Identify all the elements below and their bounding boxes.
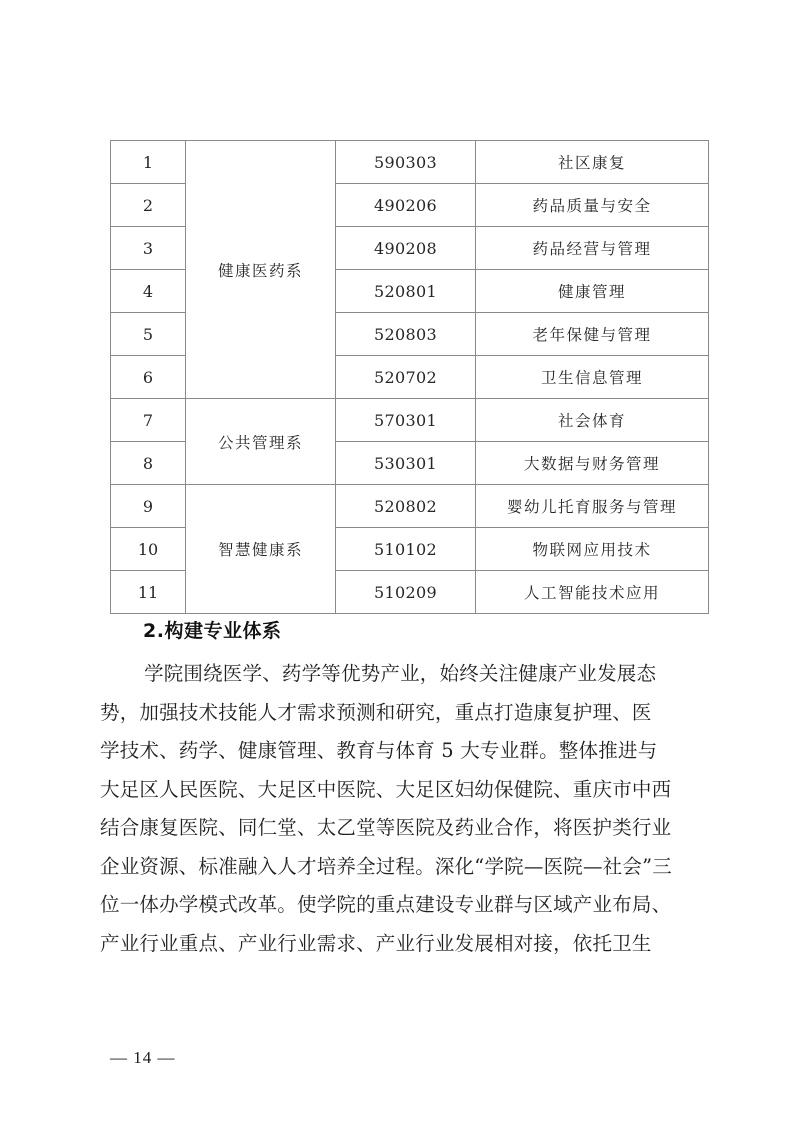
body-paragraph xyxy=(100,655,704,963)
paragraph-line: 企业资源、标准融入人才培养全过程。深化“学院—医院—社会”三 xyxy=(100,854,672,878)
cell-major-name: 卫生信息管理 xyxy=(476,356,709,399)
cell-department-name: 智慧健康系 xyxy=(186,485,336,614)
cell-major-name: 大数据与财务管理 xyxy=(476,442,709,485)
cell-major-name: 物联网应用技术 xyxy=(476,528,709,571)
cell-department-name: 公共管理系 xyxy=(186,399,336,485)
cell-major-code: 490206 xyxy=(336,184,476,227)
cell-major-code: 510102 xyxy=(336,528,476,571)
paragraph-line: 学院围绕医学、药学等优势产业，始终关注健康产业发展态 xyxy=(144,662,657,685)
cell-department-name: 健康医药系 xyxy=(186,141,336,399)
cell-sequence-number: 11 xyxy=(111,571,186,614)
paragraph-line: 位一体办学模式改革。使学院的重点建设专业群与区域产业布局、 xyxy=(100,893,672,916)
paragraph-line: 势，加强技术技能人才需求预测和研究，重点打造康复护理、医 xyxy=(100,700,652,724)
cell-major-code: 590303 xyxy=(336,141,476,184)
paragraph-line: 结合康复医院、同仁堂、太乙堂等医院及药业合作，将医护类行业 xyxy=(100,816,672,839)
cell-sequence-number: 7 xyxy=(111,399,186,442)
cell-sequence-number: 3 xyxy=(111,227,186,270)
cell-major-name: 婴幼儿托育服务与管理 xyxy=(476,485,709,528)
paragraph-line: 产业行业重点、产业行业需求、产业行业发展相对接，依托卫生 xyxy=(100,931,652,955)
cell-major-name: 药品经营与管理 xyxy=(476,227,709,270)
table-row xyxy=(111,399,709,442)
cell-major-code: 520802 xyxy=(336,485,476,528)
cell-major-name: 社区康复 xyxy=(476,141,709,184)
cell-major-name: 老年保健与管理 xyxy=(476,313,709,356)
cell-sequence-number: 5 xyxy=(111,313,186,356)
cell-major-code: 520702 xyxy=(336,356,476,399)
cell-major-name: 药品质量与安全 xyxy=(476,184,709,227)
cell-sequence-number: 10 xyxy=(111,528,186,571)
cell-sequence-number: 6 xyxy=(111,356,186,399)
table-body xyxy=(111,141,709,614)
cell-major-code: 520801 xyxy=(336,270,476,313)
section-heading: 2.构建专业体系 xyxy=(143,620,282,642)
table-row xyxy=(111,141,709,184)
major-list-table xyxy=(110,140,709,614)
paragraph-line: 学技术、药学、健康管理、教育与体育 5 大专业群。整体推进与 xyxy=(100,739,658,762)
cell-major-name: 人工智能技术应用 xyxy=(476,571,709,614)
cell-sequence-number: 8 xyxy=(111,442,186,485)
cell-sequence-number: 2 xyxy=(111,184,186,227)
cell-sequence-number: 9 xyxy=(111,485,186,528)
cell-major-code: 570301 xyxy=(336,399,476,442)
cell-major-code: 530301 xyxy=(336,442,476,485)
cell-major-code: 510209 xyxy=(336,571,476,614)
cell-major-code: 490208 xyxy=(336,227,476,270)
cell-major-name: 健康管理 xyxy=(476,270,709,313)
page-number-footer: — 14 — xyxy=(110,1048,176,1067)
cell-sequence-number: 1 xyxy=(111,141,186,184)
cell-sequence-number: 4 xyxy=(111,270,186,313)
major-list-table-container xyxy=(110,140,688,614)
cell-major-name: 社会体育 xyxy=(476,399,709,442)
table-row xyxy=(111,485,709,528)
paragraph-line: 大足区人民医院、大足区中医院、大足区妇幼保健院、重庆市中西 xyxy=(100,777,672,801)
cell-major-code: 520803 xyxy=(336,313,476,356)
